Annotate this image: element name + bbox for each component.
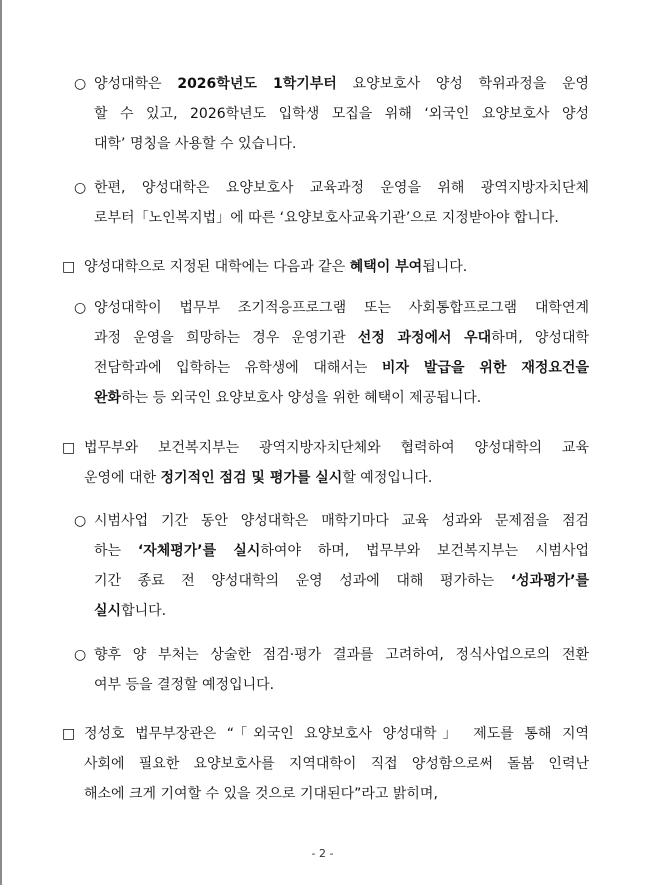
paragraph-line: 실시합니다. [94, 603, 167, 619]
bullet-paragraph-5 [74, 640, 589, 700]
page-number: - 2 - [311, 847, 334, 860]
paragraph-line: 대학’ 명칭을 사용할 수 있습니다. [94, 136, 297, 152]
paragraph-line: 기간 종료 전 양성대학의 운영 성과에 대해 평가하는 ‘성과평가’를 [94, 573, 589, 589]
paragraph-line: 해소에 크게 기여할 수 있을 것으로 기대된다”라고 밝히며, [84, 786, 438, 802]
bullet-paragraph-4 [74, 506, 589, 626]
paragraph-line: 양성대학이 법무부 조기적응프로그램 또는 사회통합프로그램 대학연계 [94, 300, 589, 316]
paragraph-line: 로부터「노인복지법」에 따른 ‘요양보호사교육기관’으로 지정받아야 합니다. [94, 210, 559, 226]
section-paragraph-3 [62, 719, 589, 809]
page-left-border [0, 0, 2, 885]
paragraph-line: 사회에 필요한 요양보호사를 지역대학이 직접 양성함으로써 돌봄 인력난 [84, 756, 589, 772]
circle-bullet-icon: ○ [74, 76, 87, 92]
paragraph-line: 할 수 있고, 2026학년도 입학생 모집을 위해 ‘외국인 요양보호사 양성 [94, 106, 589, 122]
bullet-paragraph-1 [74, 69, 590, 159]
section-paragraph-2 [62, 433, 589, 493]
paragraph-line: 향후 양 부처는 상술한 점검·평가 결과를 고려하여, 정식사업으로의 전환 [94, 647, 589, 663]
paragraph-line: 전담학과에 입학하는 유학생에 대해서는 비자 발급을 위한 재정요건을 [94, 360, 589, 376]
circle-bullet-icon: ○ [74, 180, 87, 196]
square-bullet-icon: □ [62, 726, 76, 742]
paragraph-line: 법무부와 보건복지부는 광역지방자치단체와 협력하여 양성대학의 교육 [84, 440, 589, 456]
paragraph-line: 양성대학으로 지정된 대학에는 다음과 같은 혜택이 부여됩니다. [84, 259, 468, 275]
paragraph-line: 완화하는 등 외국인 요양보호사 양성을 위한 혜택이 제공됩니다. [94, 390, 482, 406]
square-bullet-icon: □ [62, 440, 76, 456]
bullet-paragraph-2 [74, 173, 589, 233]
paragraph-line: 하는 ‘자체평가’를 실시하여야 하며, 법무부와 보건복지부는 시범사업 [94, 543, 589, 559]
paragraph-line: 운영에 대한 정기적인 점검 및 평가를 실시할 예정입니다. [84, 470, 433, 486]
section-paragraph-1 [62, 252, 589, 282]
circle-bullet-icon: ○ [74, 647, 87, 663]
circle-bullet-icon: ○ [74, 300, 87, 316]
paragraph-line: 정성호 법무부장관은 “「외국인 요양보호사 양성대학」 제도를 통해 지역 [84, 726, 589, 742]
circle-bullet-icon: ○ [74, 513, 87, 529]
paragraph-line: 과정 운영을 희망하는 경우 운영기관 선정 과정에서 우대하며, 양성대학 [94, 330, 589, 346]
square-bullet-icon: □ [62, 259, 76, 275]
bullet-paragraph-3 [74, 293, 589, 413]
paragraph-line: 시범사업 기간 동안 양성대학은 매학기마다 교육 성과와 문제점을 점검 [94, 513, 589, 529]
paragraph-line: 양성대학은 2026학년도 1학기부터 요양보호사 양성 학위과정을 운영 [94, 76, 590, 92]
paragraph-line: 여부 등을 결정할 예정입니다. [94, 677, 275, 693]
paragraph-line: 한편, 양성대학은 요양보호사 교육과정 운영을 위해 광역지방자치단체 [94, 180, 589, 196]
